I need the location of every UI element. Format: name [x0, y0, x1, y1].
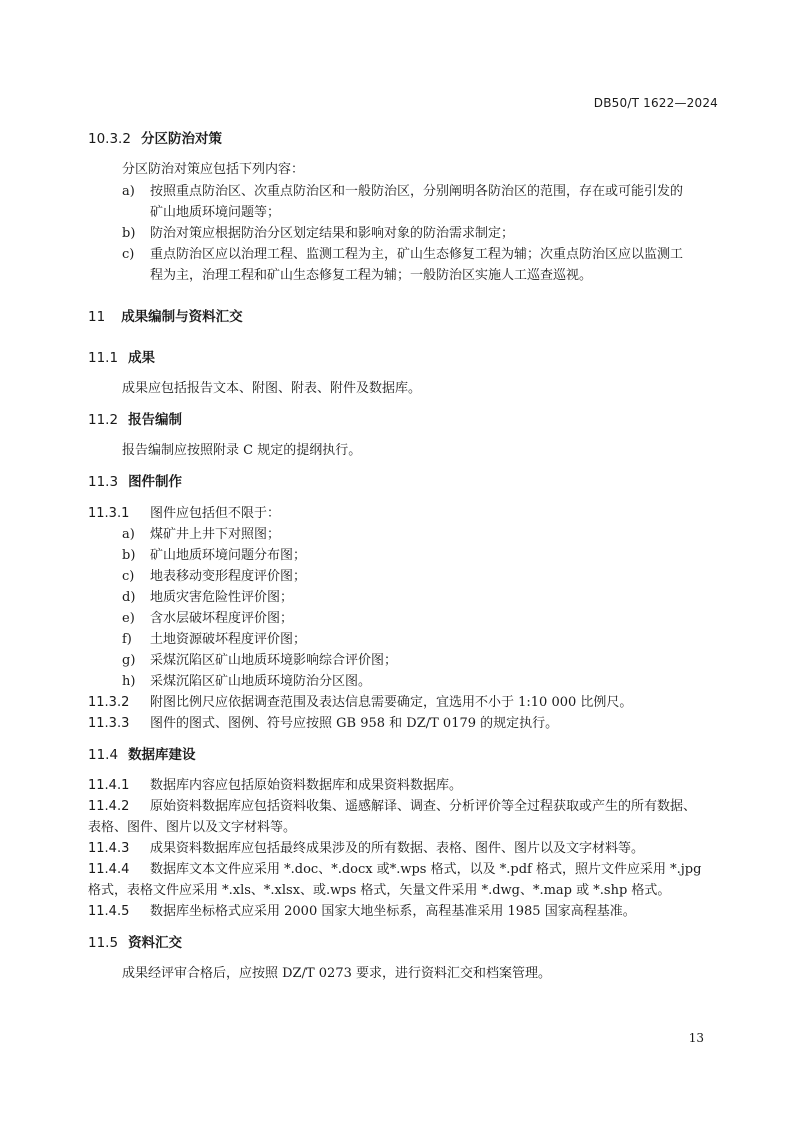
- clause-11-4-4: [88, 859, 718, 881]
- paragraph: 报告编制应按照附录 C 规定的提纲执行。: [122, 443, 362, 458]
- clause-11-4-1: [88, 775, 718, 797]
- list-text: 地质灾害危险性评价图；: [150, 590, 294, 605]
- list-item: [122, 566, 718, 588]
- clause-text-continued: 格式，表格文件应采用 *.xls、*.xlsx、或.wps 格式，矢量文件采用 *.dwg、*.map 或 *.shp 格式。: [88, 883, 671, 898]
- clause-number: 11.3.1: [88, 506, 130, 521]
- clause-text: 数据库内容应包括原始资料数据库和成果资料数据库。: [150, 778, 463, 793]
- chapter-heading-11: [88, 306, 718, 328]
- section-heading-11-2: [88, 409, 718, 431]
- clause-text: 数据库坐标格式应采用 2000 国家大地坐标系，高程基准采用 1985 国家高程基准。: [150, 904, 636, 919]
- page-number: 13: [688, 1031, 704, 1045]
- clause-11-4-5: [88, 901, 718, 923]
- clause-text: 原始资料数据库应包括资料收集、遥感解译、调查、分析评价等全过程获取或产生的所有数据、: [150, 799, 697, 814]
- list-item: [122, 629, 718, 651]
- list-item: [122, 671, 718, 693]
- section-heading-10-3-2: [88, 128, 718, 150]
- list-item: [122, 608, 718, 630]
- paragraph: 分区防治对策应包括下列内容：: [122, 162, 305, 177]
- list-text: 土地资源破坏程度评价图；: [150, 632, 307, 647]
- list-text: 含水层破坏程度评价图；: [150, 611, 294, 626]
- section-heading-11-3: [88, 471, 718, 493]
- list-marker: h): [122, 674, 136, 689]
- section-number: 11.1: [88, 350, 119, 366]
- list-marker: a): [122, 527, 135, 542]
- clause-number: 11.4.3: [88, 841, 130, 856]
- clause-number: 11.3.3: [88, 716, 130, 731]
- clause-11-3-1: [88, 503, 718, 525]
- clause-number: 11.4.4: [88, 862, 130, 877]
- chapter-title: 成果编制与资料汇交: [121, 309, 243, 325]
- section-number: 10.3.2: [88, 131, 131, 147]
- clause-11-4-2: [88, 796, 718, 818]
- clause-text: 数据库文本文件应采用 *.doc、*.docx 或*.wps 格式，以及 *.pdf 格式，照片文件应采用 *.jpg: [150, 862, 702, 877]
- list-marker: c): [122, 247, 135, 262]
- section-number: 11.5: [88, 935, 119, 951]
- list-marker: d): [122, 590, 136, 605]
- paragraph: 成果经评审合格后，应按照 DZ/T 0273 要求，进行资料汇交和档案管理。: [122, 966, 551, 981]
- list-text: 防治对策应根据防治分区划定结果和影响对象的防治需求制定；: [150, 226, 515, 241]
- list-item: [122, 524, 718, 546]
- standard-code: DB50/T 1622—2024: [593, 96, 718, 110]
- list-item: [122, 545, 718, 567]
- section-number: 11.2: [88, 412, 119, 428]
- list-item: [122, 181, 718, 203]
- list-text: 矿山地质环境问题分布图；: [150, 548, 307, 563]
- clause-11-3-3: [88, 713, 718, 735]
- clause-11-4-3: [88, 838, 718, 860]
- clause-text: 图件应包括但不限于：: [150, 506, 281, 521]
- list-text-continued: 程为主，治理工程和矿山生态修复工程为辅；一般防治区实施人工巡查巡视。: [150, 268, 593, 283]
- paragraph: 成果应包括报告文本、附图、附表、附件及数据库。: [122, 381, 422, 396]
- section-title: 数据库建设: [128, 747, 196, 763]
- list-marker: b): [122, 548, 136, 563]
- list-marker: b): [122, 226, 136, 241]
- section-heading-11-4: [88, 744, 718, 766]
- clause-text: 成果资料数据库应包括最终成果涉及的所有数据、表格、图件、图片以及文字材料等。: [150, 841, 645, 856]
- clause-number: 11.3.2: [88, 695, 130, 710]
- section-title: 分区防治对策: [140, 131, 222, 147]
- list-item: [122, 223, 718, 245]
- list-text: 采煤沉陷区矿山地质环境防治分区图。: [150, 674, 372, 689]
- list-marker: a): [122, 184, 135, 199]
- list-text: 重点防治区应以治理工程、监测工程为主，矿山生态修复工程为辅；次重点防治区应以监测工: [150, 247, 684, 262]
- clause-number: 11.4.5: [88, 904, 130, 919]
- clause-11-3-2: [88, 692, 718, 714]
- section-title: 资料汇交: [128, 935, 183, 951]
- section-title: 图件制作: [128, 474, 183, 490]
- clause-text: 图件的图式、图例、符号应按照 GB 958 和 DZ/T 0179 的规定执行。: [150, 716, 559, 731]
- list-marker: g): [122, 653, 136, 668]
- list-item: [122, 650, 718, 672]
- list-marker: c): [122, 569, 135, 584]
- chapter-number: 11: [88, 309, 106, 325]
- list-text-continued: 矿山地质环境问题等；: [150, 205, 281, 220]
- list-text: 煤矿井上井下对照图；: [150, 527, 281, 542]
- clause-number: 11.4.2: [88, 799, 130, 814]
- list-item: [122, 587, 718, 609]
- list-text: 按照重点防治区、次重点防治区和一般防治区，分别阐明各防治区的范围，存在或可能引发的: [150, 184, 684, 199]
- section-heading-11-1: [88, 347, 718, 369]
- section-heading-11-5: [88, 932, 718, 954]
- section-title: 报告编制: [128, 412, 183, 428]
- list-item: [122, 244, 718, 266]
- clause-text-continued: 表格、图件、图片以及文字材料等。: [88, 820, 297, 835]
- section-number: 11.4: [88, 747, 119, 763]
- list-marker: f): [122, 632, 132, 647]
- list-marker: e): [122, 611, 135, 626]
- section-number: 11.3: [88, 474, 119, 490]
- clause-number: 11.4.1: [88, 778, 130, 793]
- list-text: 地表移动变形程度评价图；: [150, 569, 307, 584]
- section-title: 成果: [128, 350, 156, 366]
- list-text: 采煤沉陷区矿山地质环境影响综合评价图；: [150, 653, 398, 668]
- clause-text: 附图比例尺应依据调查范围及表达信息需要确定，宜选用不小于 1:10 000 比例尺。: [150, 695, 633, 710]
